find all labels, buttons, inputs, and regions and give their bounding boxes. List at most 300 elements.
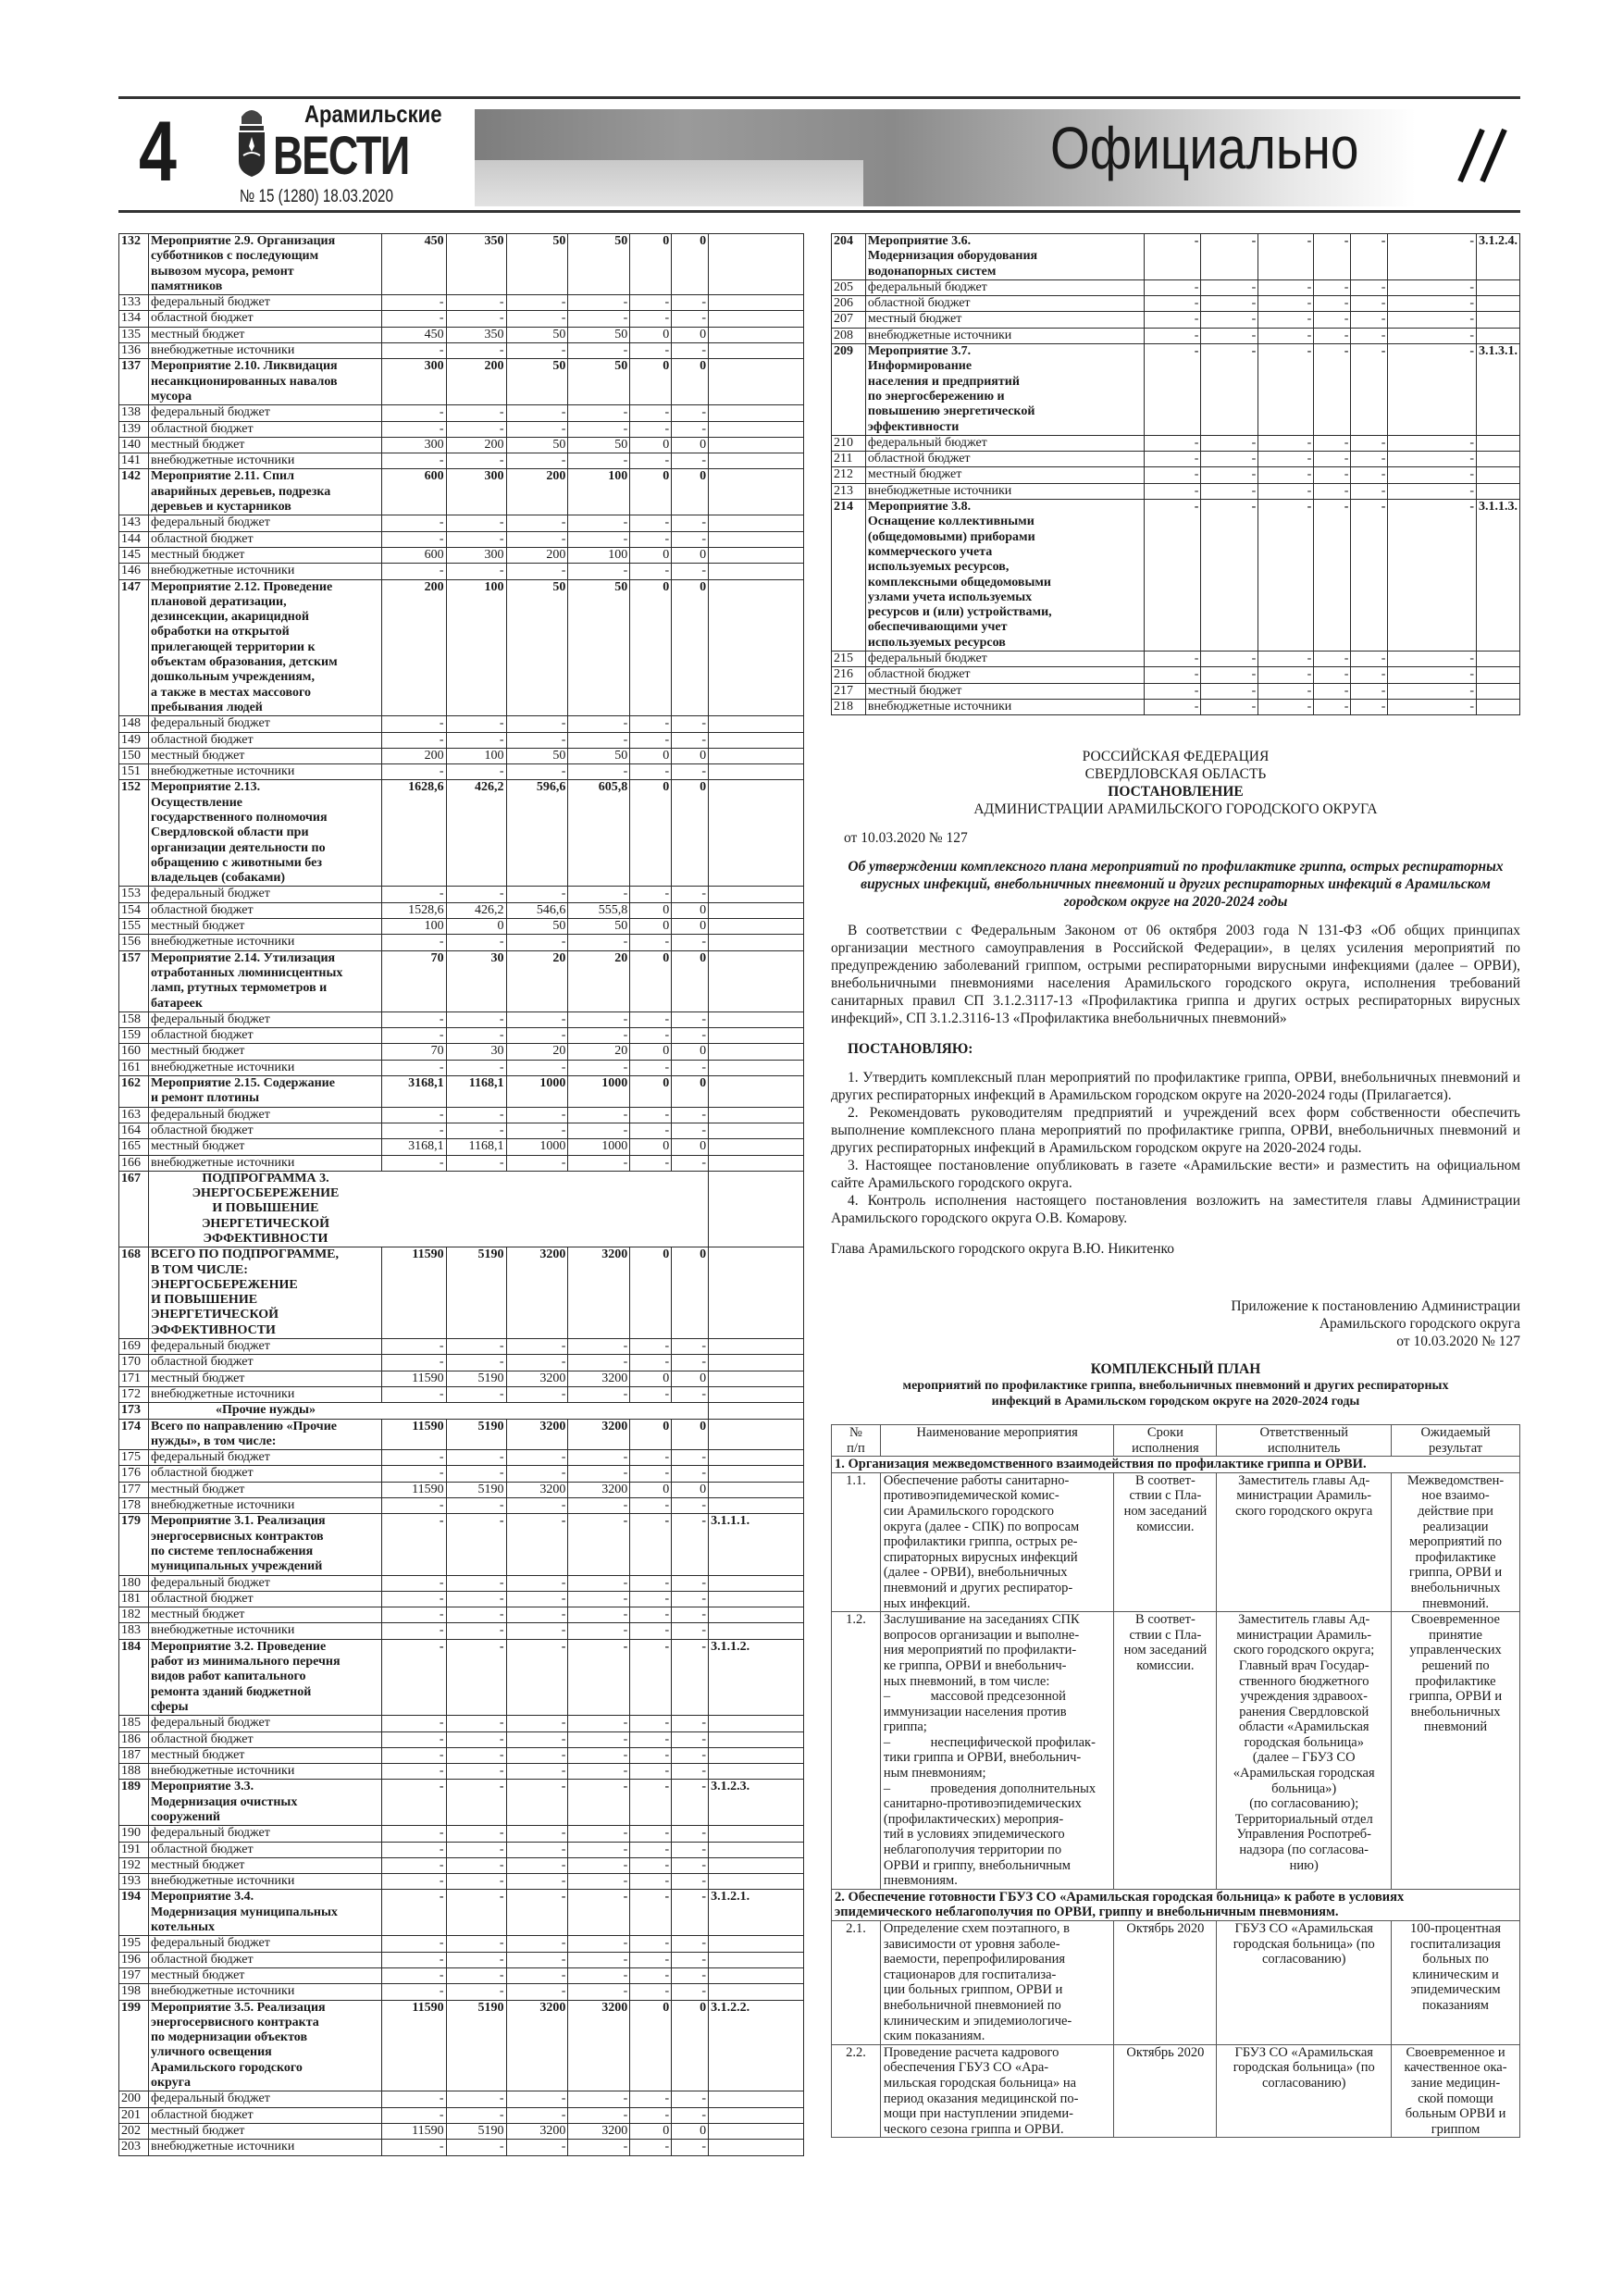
amount-cell: - — [1201, 652, 1258, 667]
amount-cell: - — [506, 1060, 568, 1075]
decree-item: 1. Утвердить комплексный план мероприятий по профилактике гриппа, ОРВИ, внебольничных пневмоний и других респираторных инфекций в Арамильском городском округе на 2020-2024 годы (Прилагается). — [831, 1070, 1520, 1103]
amount-cell: - — [568, 1857, 630, 1873]
amount-cell: 0 — [672, 579, 709, 716]
amount-cell: 596,6 — [506, 780, 568, 887]
funding-source-row — [119, 1044, 804, 1060]
row-number: 156 — [119, 935, 149, 950]
row-number: 218 — [832, 699, 866, 714]
amount-cell: - — [446, 1842, 506, 1857]
amount-cell: - — [381, 2140, 446, 2155]
amount-cell: - — [672, 1984, 709, 2000]
amount-cell: - — [381, 531, 446, 547]
amount-cell: - — [568, 295, 630, 311]
row-number: 146 — [119, 564, 149, 579]
issue-number-date: № 15 (1280) 18.03.2020 — [240, 187, 393, 206]
amount-cell: - — [568, 564, 630, 579]
amount-cell: 3200 — [568, 2123, 630, 2139]
amount-cell: - — [1351, 234, 1388, 280]
amount-cell: - — [672, 1498, 709, 1514]
appendix-header — [831, 1297, 1520, 1350]
row-number: 163 — [119, 1107, 149, 1123]
funding-source-row — [119, 1764, 804, 1780]
amount-cell: - — [568, 1386, 630, 1402]
funding-source-row — [832, 296, 1520, 312]
amount-cell: - — [381, 1952, 446, 1967]
target-code — [709, 547, 804, 563]
amount-cell: - — [381, 421, 446, 437]
amount-cell: - — [446, 1623, 506, 1639]
row-number: 205 — [832, 279, 866, 295]
amount-cell: - — [672, 887, 709, 902]
amount-cell: - — [568, 1623, 630, 1639]
amount-cell: - — [381, 1060, 446, 1075]
amount-cell: - — [1388, 683, 1477, 699]
target-code — [709, 1826, 804, 1842]
activity-name: местный бюджет — [148, 1607, 381, 1623]
amount-cell: - — [381, 1498, 446, 1514]
amount-cell: 11590 — [381, 1482, 446, 1497]
amount-cell: - — [630, 1514, 672, 1575]
amount-cell: - — [672, 1936, 709, 1952]
amount-cell: - — [672, 1155, 709, 1171]
header-bottom-rule — [118, 210, 1520, 213]
activity-name: федеральный бюджет — [148, 2091, 381, 2107]
amount-cell: - — [568, 2140, 630, 2155]
funding-source-row — [119, 1139, 804, 1155]
decree-item: 4. Контроль исполнения настоящего постановления возложить на заместителя главы Администрации Арамильского городского округа О.В. Комарову. — [831, 1193, 1520, 1226]
amount-cell: - — [1145, 296, 1201, 312]
amount-cell: 50 — [506, 919, 568, 935]
amount-cell: 5190 — [446, 1247, 506, 1339]
target-code — [1477, 683, 1520, 699]
row-number: 152 — [119, 780, 149, 887]
target-code: 3.1.1.2. — [709, 1639, 804, 1715]
amount-cell: 200 — [506, 469, 568, 515]
plan-item-row — [832, 1612, 1520, 1890]
amount-cell: - — [568, 732, 630, 748]
funding-source-row — [119, 1386, 804, 1402]
row-number: 148 — [119, 716, 149, 732]
funding-source-row — [119, 1591, 804, 1607]
amount-cell: 0 — [630, 1076, 672, 1108]
amount-cell: - — [1314, 467, 1351, 483]
amount-cell: - — [630, 1952, 672, 1967]
target-code — [709, 935, 804, 950]
amount-cell: - — [630, 1155, 672, 1171]
amount-cell: - — [506, 1764, 568, 1780]
amount-cell: - — [446, 2107, 506, 2123]
amount-cell: - — [630, 1984, 672, 2000]
target-code — [709, 732, 804, 748]
amount-cell: - — [568, 1339, 630, 1355]
amount-cell: 100 — [568, 469, 630, 515]
plan-title: КОМПЛЕКСНЫЙ ПЛАН — [1090, 1361, 1261, 1377]
plan-column-header: Сроки исполнения — [1114, 1425, 1217, 1457]
item-responsible: Заместитель главы Ад- министрации Арамиль- ского городского округа; Главный врач Государ- ственного бюджетного учреждения здравоох- ранения Свердловской области «Арамильская городская больница» (далее – ГБУЗ СО «Арамильская городская больница») (по согласованию); Территориальный отдел Управления Роспотреб- надзора (по согласова- нию) — [1217, 1612, 1392, 1890]
amount-cell: - — [446, 1967, 506, 1983]
amount-cell: - — [1314, 279, 1351, 295]
activity-name: Мероприятие 2.9. Организация субботников с последующим вывозом мусора, ремонт памятников — [148, 234, 381, 295]
amount-cell: - — [506, 1874, 568, 1890]
row-number: 200 — [119, 2091, 149, 2107]
row-number: 175 — [119, 1450, 149, 1466]
amount-cell: - — [672, 716, 709, 732]
activity-row — [119, 2000, 804, 2091]
amount-cell: - — [568, 764, 630, 780]
plan-column-header: Наименование мероприятия — [880, 1425, 1114, 1457]
decree-signature: Глава Арамильского городского округа В.Ю. Никитенко — [831, 1241, 1174, 1257]
activity-name: местный бюджет — [865, 312, 1145, 328]
newspaper-logo — [236, 102, 467, 207]
funding-source-row — [119, 1984, 804, 2000]
amount-cell: - — [446, 1857, 506, 1873]
activity-name: местный бюджет — [148, 547, 381, 563]
item-number: 2.1. — [832, 1921, 881, 2045]
amount-cell: - — [446, 564, 506, 579]
amount-cell: 50 — [568, 234, 630, 295]
activity-name: внебюджетные источники — [148, 453, 381, 469]
plan-subtitle: мероприятий по профилактике гриппа, внебольничных пневмоний и других респираторных инфекций в Арамильском городском округе на 2020-2024 годы — [902, 1379, 1449, 1409]
amount-cell: - — [672, 531, 709, 547]
activity-name: федеральный бюджет — [865, 652, 1145, 667]
amount-cell: - — [381, 1639, 446, 1715]
amount-cell: - — [1388, 312, 1477, 328]
amount-cell: - — [568, 1450, 630, 1466]
activity-name: федеральный бюджет — [148, 1716, 381, 1731]
funding-source-row — [119, 1371, 804, 1386]
amount-cell: - — [381, 1874, 446, 1890]
amount-cell: - — [506, 1498, 568, 1514]
activity-name: внебюджетные источники — [148, 1874, 381, 1890]
amount-cell: - — [506, 405, 568, 421]
target-code — [709, 1857, 804, 1873]
amount-cell: - — [1145, 279, 1201, 295]
row-number: 158 — [119, 1011, 149, 1027]
amount-cell: - — [1201, 328, 1258, 343]
amount-cell: 3200 — [568, 1482, 630, 1497]
amount-cell: - — [446, 295, 506, 311]
item-name: Обеспечение работы санитарно- противоэпидемической комис- сии Арамильского городского округа (далее - СПК) по вопросам профилактики гриппа, острых ре- спираторных вирусных инфекций (далее - ОРВИ), внебольничных пневмоний и других респиратор- ных инфекций. — [880, 1472, 1114, 1611]
amount-cell: 0 — [630, 1247, 672, 1339]
funding-source-row — [119, 919, 804, 935]
amount-cell: - — [506, 2140, 568, 2155]
amount-cell: - — [630, 1011, 672, 1027]
amount-cell: 0 — [630, 919, 672, 935]
decree-date-number: от 10.03.2020 № 127 — [844, 830, 968, 846]
row-number: 211 — [832, 452, 866, 467]
amount-cell: - — [672, 1591, 709, 1607]
target-code — [709, 780, 804, 887]
amount-cell: - — [506, 764, 568, 780]
row-number: 192 — [119, 1857, 149, 1873]
amount-cell: - — [672, 405, 709, 421]
amount-cell: - — [506, 1591, 568, 1607]
activity-name: местный бюджет — [148, 1967, 381, 1983]
funding-source-row — [119, 1826, 804, 1842]
activity-name: внебюджетные источники — [865, 483, 1145, 499]
amount-cell: - — [568, 1466, 630, 1482]
page-number: 4 — [139, 105, 177, 199]
amount-cell: - — [1258, 652, 1314, 667]
activity-name: федеральный бюджет — [148, 716, 381, 732]
amount-cell: 0 — [672, 780, 709, 887]
activity-name: Мероприятие 2.10. Ликвидация несанкционированных навалов мусора — [148, 359, 381, 405]
amount-cell: - — [381, 343, 446, 359]
appendix-line: Арамильского городского округа — [1319, 1316, 1520, 1332]
row-number: 178 — [119, 1498, 149, 1514]
amount-cell: - — [672, 1386, 709, 1402]
appendix-line: Приложение к постановлению Администрации — [1231, 1298, 1520, 1314]
amount-cell: 0 — [630, 748, 672, 763]
target-code: 3.1.2.3. — [709, 1780, 804, 1826]
amount-cell: - — [672, 1890, 709, 1936]
activity-name: федеральный бюджет — [148, 405, 381, 421]
amount-cell: 0 — [672, 919, 709, 935]
amount-cell: - — [1388, 467, 1477, 483]
activity-name: Мероприятие 3.7. Информирование населения и предприятий по энергосбережению и повышению энергетической эффективности — [865, 344, 1145, 436]
activity-name: областной бюджет — [865, 667, 1145, 683]
amount-cell: - — [381, 1466, 446, 1482]
item-responsible: Заместитель главы Ад- министрации Арамиль- ского городского округа — [1217, 1472, 1392, 1611]
amount-cell: - — [446, 935, 506, 950]
amount-cell: - — [568, 1780, 630, 1826]
amount-cell: - — [446, 515, 506, 531]
amount-cell: - — [568, 311, 630, 327]
amount-cell: - — [630, 405, 672, 421]
amount-cell: - — [568, 1826, 630, 1842]
plan-column-header: № п/п — [832, 1425, 881, 1457]
amount-cell: - — [381, 1450, 446, 1466]
amount-cell: - — [568, 1123, 630, 1138]
amount-cell: - — [1145, 667, 1201, 683]
funding-source-row — [119, 935, 804, 950]
row-number: 150 — [119, 748, 149, 763]
funding-source-row — [832, 667, 1520, 683]
activity-name: Мероприятие 2.12. Проведение плановой дератизации, дезинсекции, акарицидной обработки на открытой прилегающей территории к объектам образования, детским дошкольным учреждениям, а также в местах массового пребывания людей — [148, 579, 381, 716]
activity-name: федеральный бюджет — [148, 1936, 381, 1952]
logo-title-top: Арамильские — [304, 100, 442, 128]
amount-cell: - — [506, 1826, 568, 1842]
target-code — [1477, 328, 1520, 343]
amount-cell: 11590 — [381, 1247, 446, 1339]
funding-source-row — [832, 683, 1520, 699]
target-code — [709, 295, 804, 311]
amount-cell: - — [1145, 344, 1201, 436]
row-number: 154 — [119, 902, 149, 918]
funding-source-row — [119, 764, 804, 780]
amount-cell: - — [381, 1623, 446, 1639]
target-code — [709, 887, 804, 902]
amount-cell: - — [446, 1450, 506, 1466]
amount-cell: 11590 — [381, 1419, 446, 1450]
funding-source-row — [119, 453, 804, 469]
amount-cell: 1000 — [568, 1076, 630, 1108]
amount-cell: - — [446, 1952, 506, 1967]
amount-cell: 0 — [630, 780, 672, 887]
row-number: 161 — [119, 1060, 149, 1075]
header-photo-banner — [475, 109, 1520, 206]
target-code — [709, 764, 804, 780]
amount-cell: 0 — [630, 437, 672, 453]
row-number: 139 — [119, 421, 149, 437]
row-number: 149 — [119, 732, 149, 748]
amount-cell: - — [1388, 500, 1477, 652]
amount-cell: - — [506, 887, 568, 902]
decree-authority: АДМИНИСТРАЦИИ АРАМИЛЬСКОГО ГОРОДСКОГО ОКРУГА — [973, 801, 1378, 817]
target-code — [709, 2123, 804, 2139]
amount-cell: - — [630, 453, 672, 469]
funding-source-row — [832, 483, 1520, 499]
funding-source-row — [119, 295, 804, 311]
activity-name: областной бюджет — [148, 732, 381, 748]
amount-cell: - — [568, 1874, 630, 1890]
funding-source-row — [119, 1936, 804, 1952]
amount-cell: - — [506, 935, 568, 950]
amount-cell: - — [672, 1466, 709, 1482]
target-code — [709, 2140, 804, 2155]
amount-cell: - — [672, 1857, 709, 1873]
amount-cell: - — [381, 1780, 446, 1826]
row-number: 167 — [119, 1171, 149, 1247]
amount-cell: - — [1351, 344, 1388, 436]
amount-cell: - — [1388, 483, 1477, 499]
amount-cell: - — [568, 716, 630, 732]
amount-cell: - — [1201, 467, 1258, 483]
amount-cell: - — [1201, 296, 1258, 312]
row-number: 166 — [119, 1155, 149, 1171]
amount-cell: - — [446, 1731, 506, 1747]
activity-name: местный бюджет — [148, 748, 381, 763]
funding-source-row — [119, 515, 804, 531]
amount-cell: - — [506, 531, 568, 547]
target-code — [709, 716, 804, 732]
amount-cell: 3200 — [568, 1371, 630, 1386]
funding-source-row — [119, 1607, 804, 1623]
amount-cell: - — [672, 564, 709, 579]
plan-section-title: 2. Обеспечение готовности ГБУЗ СО «Арамильская городская больница» к работе в условиях эпидемического неблагополучия по ОРВИ, гриппу и внебольничным пневмониям. — [832, 1889, 1520, 1920]
amount-cell: 0 — [672, 950, 709, 1011]
amount-cell: - — [630, 2140, 672, 2155]
amount-cell: - — [1258, 279, 1314, 295]
item-deadline: Октябрь 2020 — [1114, 1921, 1217, 2045]
amount-cell: - — [1145, 483, 1201, 499]
activity-name: Мероприятие 2.15. Содержание и ремонт плотины — [148, 1076, 381, 1108]
budget-table-left — [118, 233, 804, 2156]
amount-cell: 0 — [672, 2000, 709, 2091]
amount-cell: - — [1314, 344, 1351, 436]
target-code — [709, 1967, 804, 1983]
amount-cell: 1000 — [568, 1139, 630, 1155]
amount-cell: - — [672, 935, 709, 950]
amount-cell: - — [446, 887, 506, 902]
amount-cell: - — [506, 1967, 568, 1983]
amount-cell: - — [568, 1936, 630, 1952]
activity-row — [119, 1419, 804, 1450]
plan-table — [831, 1424, 1520, 2138]
row-number: 190 — [119, 1826, 149, 1842]
target-code — [709, 1386, 804, 1402]
funding-source-row — [119, 343, 804, 359]
amount-cell: - — [446, 1060, 506, 1075]
activity-name: федеральный бюджет — [148, 1107, 381, 1123]
amount-cell: - — [1145, 452, 1201, 467]
row-number: 209 — [832, 344, 866, 436]
row-number: 168 — [119, 1247, 149, 1339]
plan-header-row — [832, 1425, 1520, 1457]
amount-cell: - — [506, 1514, 568, 1575]
amount-cell: - — [506, 1155, 568, 1171]
amount-cell: 0 — [672, 547, 709, 563]
activity-name: областной бюджет — [148, 1466, 381, 1482]
funding-source-row — [119, 311, 804, 327]
row-number: 172 — [119, 1386, 149, 1402]
activity-row — [119, 234, 804, 295]
funding-source-row — [119, 1842, 804, 1857]
amount-cell: - — [506, 1639, 568, 1715]
amount-cell: - — [672, 1716, 709, 1731]
activity-name: внебюджетные источники — [148, 1984, 381, 2000]
amount-cell: 450 — [381, 327, 446, 342]
target-code — [709, 1764, 804, 1780]
amount-cell: - — [672, 1514, 709, 1575]
amount-cell: - — [1258, 667, 1314, 683]
row-number: 173 — [119, 1403, 149, 1419]
target-code — [709, 327, 804, 342]
amount-cell: - — [672, 1623, 709, 1639]
row-number: 169 — [119, 1339, 149, 1355]
row-number: 181 — [119, 1591, 149, 1607]
item-result: 100-процентная госпитализация больных по клиническим и эпидемическим показаниям — [1392, 1921, 1520, 2045]
amount-cell: - — [381, 1890, 446, 1936]
amount-cell: - — [1201, 435, 1258, 451]
target-code — [709, 1747, 804, 1763]
amount-cell: 546,6 — [506, 902, 568, 918]
amount-cell: 0 — [630, 234, 672, 295]
subprogram-title: «Прочие нужды» — [215, 1403, 316, 1418]
activity-name: местный бюджет — [148, 437, 381, 453]
amount-cell: - — [672, 453, 709, 469]
plan-heading — [831, 1360, 1520, 1409]
amount-cell: 0 — [630, 469, 672, 515]
activity-name: областной бюджет — [148, 1952, 381, 1967]
amount-cell: - — [446, 1936, 506, 1952]
amount-cell: 11590 — [381, 2000, 446, 2091]
amount-cell: - — [506, 1984, 568, 2000]
activity-name: местный бюджет — [148, 1747, 381, 1763]
amount-cell: - — [568, 1060, 630, 1075]
amount-cell: 426,2 — [446, 902, 506, 918]
amount-cell: 0 — [672, 1419, 709, 1450]
decree-region: СВЕРДЛОВСКАЯ ОБЛАСТЬ — [1084, 766, 1267, 782]
amount-cell: - — [506, 1716, 568, 1731]
row-number: 180 — [119, 1575, 149, 1591]
amount-cell: - — [506, 2091, 568, 2107]
amount-cell: 0 — [630, 1419, 672, 1450]
amount-cell: - — [1201, 344, 1258, 436]
item-number: 2.2. — [832, 2044, 881, 2138]
activity-name: местный бюджет — [148, 327, 381, 342]
amount-cell: - — [1351, 435, 1388, 451]
amount-cell: - — [630, 1780, 672, 1826]
amount-cell: - — [446, 343, 506, 359]
funding-source-row — [119, 1450, 804, 1466]
amount-cell: 600 — [381, 469, 446, 515]
amount-cell: - — [630, 1575, 672, 1591]
target-code — [709, 1450, 804, 1466]
item-responsible: ГБУЗ СО «Арамильская городская больница» (по согласованию) — [1217, 1921, 1392, 2045]
target-code — [709, 1952, 804, 1967]
amount-cell: - — [630, 515, 672, 531]
